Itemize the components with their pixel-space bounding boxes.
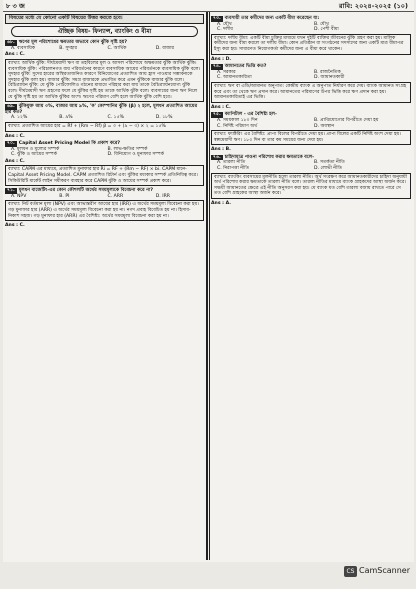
question-70 <box>5 141 204 186</box>
explanation-box: ব্যাখ্যা: আর্থিক ঝুঁকি: দীর্ঘমেয়াদী ঋণ বা তহবিলের মূল ও আসল পরিশোধে অক্ষমতার ঝুঁকি আর্থিক ঝুঁকি। ব্যবসায়িক ঝুঁকি: পরিচালনগত ব্যয় পরিবর্তনের কারণে ব্যবসায়িক আয়ের পরিবর্তনকে ব্যবসায়িক ঝুঁকি বলে। সুদহার ঝুঁকি: সুদের হারের অস্থিরতাজনিত কারণে বিনিয়োগের প্রত্যাশিত আয় হ্রাস পাওয়ার সম্ভাবনাকে সুদহার ঝুঁকি বলা হয়। বাজার ঝুঁকি: সমগ্র বাজারকে প্রভাবিত করে এমন ঝুঁকিকে বাজার ঝুঁকি বলে। বৈচিত্র্যায়ন ঝুঁকি: যে ঝুঁকি পোর্টফোলিও গঠনের মাধ্যমে পরিহার করা যায় তাকে বৈচিত্র্যায়নযোগ্য ঝুঁকি বলে। দীর্ঘমেয়াদী ঋণ গ্রহণের ফলে যে ঝুঁকির সৃষ্টি হয় তাকে আর্থিক ঝুঁকি বলে। ব্যবসায়ের জন্য ঋণ নিলে যে ঝুঁকি সৃষ্টি হয় তা আর্থিক ঝুঁকির অংশ। ঋণের পরিমাণ বেশি হলে আর্থিক ঝুঁকি বেশি হবে। <box>5 59 204 102</box>
explanation-box: ব্যাখ্যা: CAPM এর মাধ্যমে, প্রত্যাশিত মুনাফার হার Ri = RF + (Rm − RF) × bi. CAPM মানে- Capital Asset Pricing Model. CAPM প্রত্যাশিত রিটার্ন এবং ঝুঁকির মধ্যকার সম্পর্ক প্রতিনিধিত্ব করে। সিকিউরিটি মার্কেট লাইন সমীকরণ ব্যবহার করে CAPM ঝুঁকি ও আয়ের সম্পর্ক প্রকাশ করে। <box>5 165 204 186</box>
question-74 <box>211 64 411 110</box>
question-number: ৭৫. <box>213 112 221 118</box>
question-71 <box>5 188 204 229</box>
option-c: C. নিরাপত্তা নীতি <box>217 166 250 172</box>
header-left: ৮ ৩ জ <box>6 2 25 10</box>
option-b: B. ৯% <box>59 115 73 121</box>
option-a: A. ব্যবসায়িক <box>11 45 36 51</box>
option-c: C. ১৫% <box>107 115 124 121</box>
option-d: D. বিনিয়োগ ও মুনাফার সম্পর্ক <box>107 152 164 158</box>
explanation-box: ব্যাখ্যা: ঋণ বা এডি/আমানত অনুপাত: কেন্দ্রীয় ব্যাংক এ অনুপাত নির্ধারণ করে দেয়। ব্যাংক আমানত সংগ্রহ করে এবং তা থেকে ঋণ প্রদান করে। আমানতের পরিমাণের উপর ভিত্তি করে ঋণ প্রদান করা হয়। আমানতকারিতাই এর ভিত্তি। <box>211 82 411 103</box>
question-number: ৭৬. <box>213 154 221 160</box>
left-column <box>5 14 204 230</box>
question-text: আমানতের ভিত্তি কত? <box>224 64 267 70</box>
camscanner-label: CamScanner <box>358 566 410 575</box>
question-text: ঝুঁকিমুক্ত আয় ৩%, বাজার আয় ৯%, 'ক' কোম্পানির ঝুঁকি (β) ২ হলে, মূলধন প্রত্যাশিত আয়ের হার কত? <box>5 104 198 115</box>
option-a: A. সময়কাল ১৮০ দিন <box>217 117 258 123</box>
answer: Ans : C. <box>5 223 25 229</box>
option-a: A. যৌথ <box>217 21 232 27</box>
option-c: C. দলীয় <box>217 27 233 33</box>
question-68 <box>5 40 204 102</box>
option-b: B. রাজনৈতিক <box>314 69 341 75</box>
chapter-title: ঐচ্ছিক বিষয়- ফিন্যান্স, ব্যাংকিং ও বীমা <box>11 26 198 38</box>
option-d: D. ১৮% <box>155 115 173 121</box>
question-text: Capital Asset Pricing Model কি প্রকাশ করে? <box>18 141 121 147</box>
right-column <box>211 14 411 208</box>
camscanner-logo-icon: CS <box>344 566 357 577</box>
option-d: D. লোভী নীতি <box>314 166 343 172</box>
question-number: ৬৯. <box>7 104 15 110</box>
question-text: ব্যবসায়ী তার কর্মীদের জন্য একটি বীমা করেছেন যা: <box>224 16 320 21</box>
answer: Ans : C. <box>211 104 231 110</box>
option-a: A. ১২% <box>11 115 28 121</box>
option-c: C. ঝুঁকি ও আয়ের সম্পর্ক <box>11 152 57 158</box>
question-number: ৭৩. <box>213 16 221 21</box>
option-a: A. তারল্য নীতি <box>217 160 246 166</box>
answer: Ans : C. <box>5 133 25 139</box>
question-text: মূলধন বাজেটিং-এর কোন কৌশলটি অর্থের সময়মূল্যকে বিবেচনা করে না? <box>18 188 154 194</box>
question-number: ৭০. <box>7 141 15 147</box>
column-divider <box>206 12 208 560</box>
explanation-box: ব্যাখ্যা: নিট বর্তমান মূল্য (NPV) এবং আভ্যন্তরীণ আয়ের হার (IRR) এ অর্থের সময়মূল্য বিবেচনা করা হয়। গড় মুনাফার হার (ARR) এ অর্থের সময়মূল্য বিবেচনা করা হয় না। নগদ প্রবাহ বিবেচিত হয় না। হিসাব-নিকাশ সহজ। গড় মুনাফার হার (ARR) এর বৈশিষ্ট্য: অর্থের সময়মূল্য বিবেচনা করা হয় না। <box>5 200 204 221</box>
option-c: C. আমানতকারিতা <box>217 75 252 81</box>
column-divider-thin <box>209 12 210 560</box>
question-text: ঋণের মূল পরিশোধের ক্ষমতার অভাবে কোন ঝুঁকি সৃষ্টি হয়? <box>18 40 127 46</box>
explanation-box: ব্যাখ্যা: ব্যাংকিং ব্যবসায়ের মূলনীতি হলো তারল্য নীতি। অর্থ সংরক্ষণ করে আমানতকারীদের চাহিদা অনুযায়ী অর্থ পরিশোধ করার ক্ষমতাকে তারল্য নীতি বলে। তারল্য নীতির মাধ্যমে ব্যাংক গ্রাহকদের আস্থা অর্জন করে। সঞ্চয়ী আমানতের ক্ষেত্রে এই নীতি অনুসরণ করা হয়। যে ব্যাংক যত বেশি তারল্য বজায় রাখতে পারে সে তত বেশি গ্রাহকের আস্থা অর্জন করে। <box>211 173 411 199</box>
answer: Ans : D. <box>211 56 232 62</box>
option-b: B. লাভ-ক্ষতির সম্পর্ক <box>107 146 148 152</box>
answer: Ans : B. <box>211 147 231 153</box>
option-c: C. আর্থিক <box>107 45 127 51</box>
option-d: D. পেশী বীমা <box>314 27 339 33</box>
answer: Ans : C. <box>5 52 25 58</box>
question-text: ক্যাপিটাল - এর বৈশিষ্ট্য হল- <box>224 112 277 118</box>
instruction-box: বিষয়ের মধ্যে যে কোনো একটি বিষয়ের উত্তর করতে হবে। <box>5 14 204 24</box>
option-d: D. IRR <box>155 193 170 199</box>
option-b: B. PI <box>59 193 70 199</box>
explanation-box: ব্যাখ্যা: ফ্যাক্টরিং এর বৈশিষ্ট্য: প্রাপ্য বিলের বিপরীতে দেয়া হয়। প্রাপ্য বিলের একটি নির্দিষ্ট অংশ দেয়া হয়। স্বল্পমেয়াদী ঋণ। ১৮০ দিন বা তার কম সময়ের জন্য দেয়া হয়। <box>211 130 411 145</box>
option-d: D. বাজার <box>155 45 175 51</box>
explanation-box: ব্যাখ্যা: দলীয় বীমা: একটি বীমা চুক্তির মাধ্যমে যখন দুইটি ব্যক্তির জীবনের ঝুঁকি গ্রহণ করা হয়। মালিক কর্মীদের জন্য বীমা করলে তা দলীয় বীমা। কোন প্রতিষ্ঠান বা সংগঠনের সদস্যদের জন্য একটি মাত্র বীমাপত্র ইস্যু করা হয়। সাধারণত নিয়োগকর্তা কর্মীদের জন্য এ বীমা করে থাকেন। <box>211 34 411 55</box>
document-page <box>3 0 414 562</box>
option-a: A. সরকার <box>217 69 236 75</box>
answer: Ans : A. <box>211 201 231 207</box>
option-c: C. ARR <box>107 193 124 199</box>
question-number: ৭৪. <box>213 64 221 70</box>
option-c: C. নির্দিষ্ট পরিমাণ অর্থ <box>217 123 258 129</box>
option-b: B. সতর্কতা নীতি <box>314 160 345 166</box>
option-b: B. যৌথ <box>314 21 329 27</box>
option-a: A. মূলধন ও মূল্যের সম্পর্ক <box>11 146 60 152</box>
question-75 <box>211 112 411 153</box>
option-d: D. অবস্থান <box>314 123 335 129</box>
question-number: ৭১. <box>7 188 15 194</box>
question-number: ৬৮. <box>7 40 15 46</box>
option-d: D. জামানতকারী <box>314 75 345 81</box>
answer: Ans : C. <box>5 158 25 164</box>
option-b: B. সুদহার <box>59 45 78 51</box>
question-73 <box>211 16 411 62</box>
explanation-box: ব্যাখ্যা: প্রত্যাশিত আয়ের হার = Rf + (Rm − Rf) β = ৩ + (৯ − ৩) × ২ = ১৫% <box>5 122 204 132</box>
header-right: রাবি: ২০২৪-২০২৫ (১০) <box>339 2 408 10</box>
scanner-watermark <box>344 566 410 577</box>
question-69 <box>5 104 204 139</box>
question-text: চাহিদামাত্র পাওনা পরিশোধ করার ক্ষমতাকে বলে- <box>224 154 315 160</box>
page-header <box>3 0 414 12</box>
question-76 <box>211 155 411 207</box>
option-a: A. NPV <box>11 193 27 199</box>
option-b: B. প্রাপ্তিযোগ্যের বিপরীতে দেয়া হয় <box>314 117 379 123</box>
